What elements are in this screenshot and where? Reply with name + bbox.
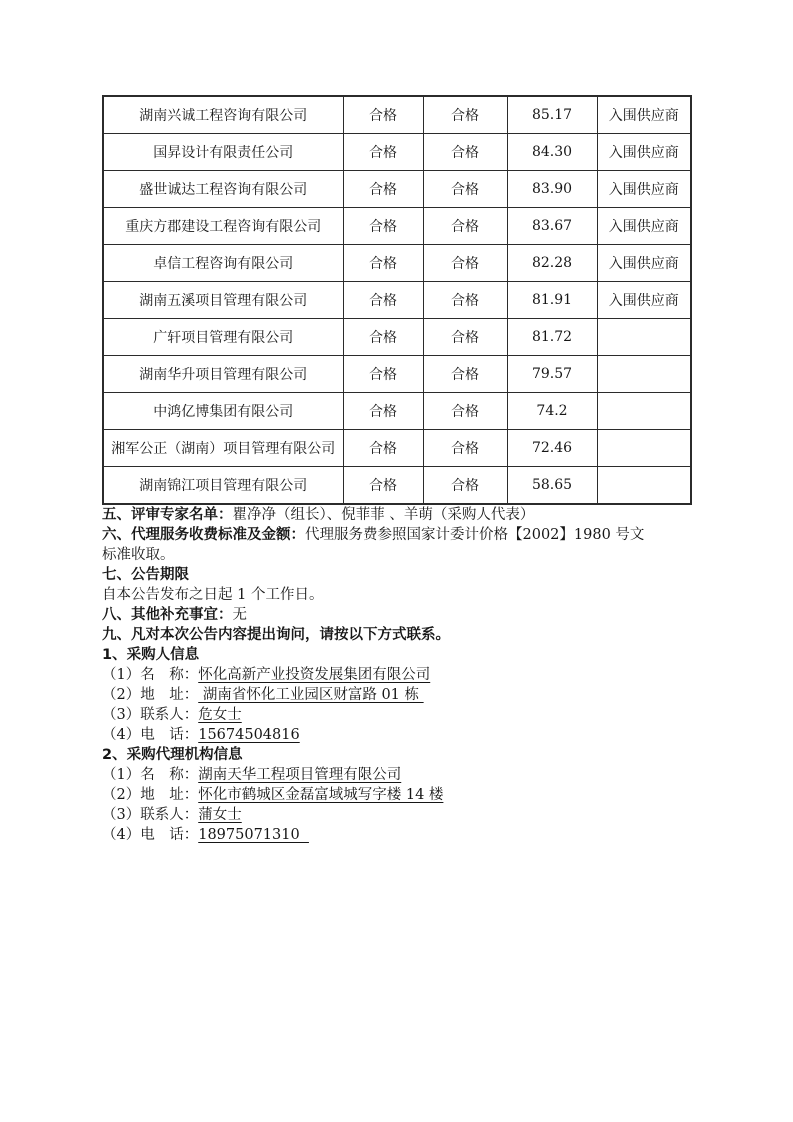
section-period-heading: 七、公告期限	[102, 567, 189, 583]
purchaser-contact-value: 危女士	[198, 707, 242, 723]
compliance-review-cell: 合格	[423, 245, 507, 282]
section-agency-fee	[102, 525, 694, 545]
qualification-review-cell: 合格	[343, 467, 423, 505]
supplier-name-cell: 重庆方郡建设工程咨询有限公司	[103, 208, 343, 245]
purchaser-phone-value: 15674504816	[198, 727, 300, 743]
supplier-name-cell: 盛世诚达工程咨询有限公司	[103, 171, 343, 208]
score-cell: 81.91	[507, 282, 597, 319]
qualification-review-cell: 合格	[343, 245, 423, 282]
result-cell	[597, 430, 691, 467]
table-row	[103, 171, 691, 208]
result-cell: 入围供应商	[597, 245, 691, 282]
purchaser-name-label: （1）名 称：	[102, 667, 199, 683]
purchaser-phone-row	[102, 725, 694, 745]
qualification-review-cell: 合格	[343, 171, 423, 208]
purchaser-phone-label: （4）电 话：	[102, 727, 199, 743]
agency-address-value: 怀化市鹤城区金磊富域城写字楼 14 楼	[198, 787, 444, 803]
result-cell	[597, 356, 691, 393]
agency-name-value: 湖南天华工程项目管理有限公司	[198, 767, 402, 783]
result-cell: 入围供应商	[597, 171, 691, 208]
section-period-text: 自本公告发布之日起 1 个工作日。	[102, 587, 324, 603]
compliance-review-cell: 合格	[423, 319, 507, 356]
agency-name-row	[102, 765, 694, 785]
compliance-review-cell: 合格	[423, 467, 507, 505]
supplier-name-cell: 国昇设计有限责任公司	[103, 134, 343, 171]
table-row	[103, 467, 691, 505]
agency-address-label: （2）地 址：	[102, 787, 199, 803]
agency-contact-row	[102, 805, 694, 825]
announcement-body	[102, 505, 694, 845]
agency-address-row	[102, 785, 694, 805]
compliance-review-cell: 合格	[423, 282, 507, 319]
qualification-review-cell: 合格	[343, 208, 423, 245]
score-cell: 79.57	[507, 356, 597, 393]
table-row	[103, 208, 691, 245]
score-cell: 58.65	[507, 467, 597, 505]
supplier-name-cell: 广轩项目管理有限公司	[103, 319, 343, 356]
compliance-review-cell: 合格	[423, 208, 507, 245]
supplier-name-cell: 中鸿亿博集团有限公司	[103, 393, 343, 430]
score-cell: 72.46	[507, 430, 597, 467]
table-row	[103, 356, 691, 393]
table-row	[103, 245, 691, 282]
purchaser-address-row	[102, 685, 694, 705]
supplier-name-cell: 卓信工程咨询有限公司	[103, 245, 343, 282]
qualification-review-cell: 合格	[343, 430, 423, 467]
table-row	[103, 393, 691, 430]
purchaser-contact-label: （3）联系人：	[102, 707, 199, 723]
result-cell	[597, 319, 691, 356]
score-cell: 82.28	[507, 245, 597, 282]
section-contact-heading: 九、凡对本次公告内容提出询问，请按以下方式联系。	[102, 627, 450, 643]
purchaser-address-label: （2）地 址：	[102, 687, 199, 703]
qualification-review-cell: 合格	[343, 134, 423, 171]
supplier-name-cell: 湖南华升项目管理有限公司	[103, 356, 343, 393]
purchaser-heading: 1、采购人信息	[102, 647, 200, 663]
compliance-review-cell: 合格	[423, 96, 507, 134]
qualification-review-cell: 合格	[343, 282, 423, 319]
purchaser-contact-row	[102, 705, 694, 725]
agency-contact-value: 蒲女士	[198, 807, 242, 823]
qualification-review-cell: 合格	[343, 96, 423, 134]
agency-heading: 2、采购代理机构信息	[102, 747, 243, 763]
result-cell: 入围供应商	[597, 208, 691, 245]
score-cell: 83.67	[507, 208, 597, 245]
result-cell	[597, 393, 691, 430]
purchaser-address-value: 湖南省怀化工业园区财富路 01 栋	[198, 687, 424, 703]
table-row	[103, 430, 691, 467]
section-experts	[102, 505, 694, 525]
score-cell: 81.72	[507, 319, 597, 356]
compliance-review-cell: 合格	[423, 171, 507, 208]
result-cell	[597, 467, 691, 505]
agency-contact-label: （3）联系人：	[102, 807, 199, 823]
agency-phone-value: 18975071310	[198, 827, 309, 843]
table-row	[103, 282, 691, 319]
table-row	[103, 96, 691, 134]
qualification-review-cell: 合格	[343, 393, 423, 430]
supplier-name-cell: 湖南兴诚工程咨询有限公司	[103, 96, 343, 134]
qualification-review-cell: 合格	[343, 356, 423, 393]
section-other	[102, 605, 694, 625]
score-cell: 84.30	[507, 134, 597, 171]
section-agency-fee-value-2: 标准收取。	[102, 547, 175, 563]
supplier-name-cell: 湖南锦江项目管理有限公司	[103, 467, 343, 505]
compliance-review-cell: 合格	[423, 393, 507, 430]
agency-phone-label: （4）电 话：	[102, 827, 199, 843]
result-cell: 入围供应商	[597, 96, 691, 134]
purchaser-name-value: 怀化高新产业投资发展集团有限公司	[198, 667, 431, 683]
supplier-evaluation-table	[102, 95, 692, 505]
compliance-review-cell: 合格	[423, 430, 507, 467]
section-agency-fee-value: 代理服务费参照国家计委计价格【2002】1980 号文	[305, 527, 645, 543]
table-row	[103, 134, 691, 171]
result-cell: 入围供应商	[597, 282, 691, 319]
compliance-review-cell: 合格	[423, 134, 507, 171]
score-cell: 83.90	[507, 171, 597, 208]
section-other-value: 无	[232, 607, 247, 623]
supplier-name-cell: 湘军公正（湖南）项目管理有限公司	[103, 430, 343, 467]
qualification-review-cell: 合格	[343, 319, 423, 356]
table-row	[103, 319, 691, 356]
score-cell: 85.17	[507, 96, 597, 134]
section-agency-fee-label: 六、代理服务收费标准及金额：	[102, 527, 305, 543]
section-experts-label: 五、评审专家名单：	[102, 507, 233, 523]
section-other-label: 八、其他补充事宜：	[102, 607, 233, 623]
agency-name-label: （1）名 称：	[102, 767, 199, 783]
compliance-review-cell: 合格	[423, 356, 507, 393]
section-experts-value: 瞿净净（组长）、倪菲菲 、羊萌（采购人代表）	[232, 507, 535, 523]
supplier-name-cell: 湖南五溪项目管理有限公司	[103, 282, 343, 319]
purchaser-name-row	[102, 665, 694, 685]
score-cell: 74.2	[507, 393, 597, 430]
agency-phone-row	[102, 825, 694, 845]
section-agency-fee-continued	[102, 545, 694, 565]
result-cell: 入围供应商	[597, 134, 691, 171]
